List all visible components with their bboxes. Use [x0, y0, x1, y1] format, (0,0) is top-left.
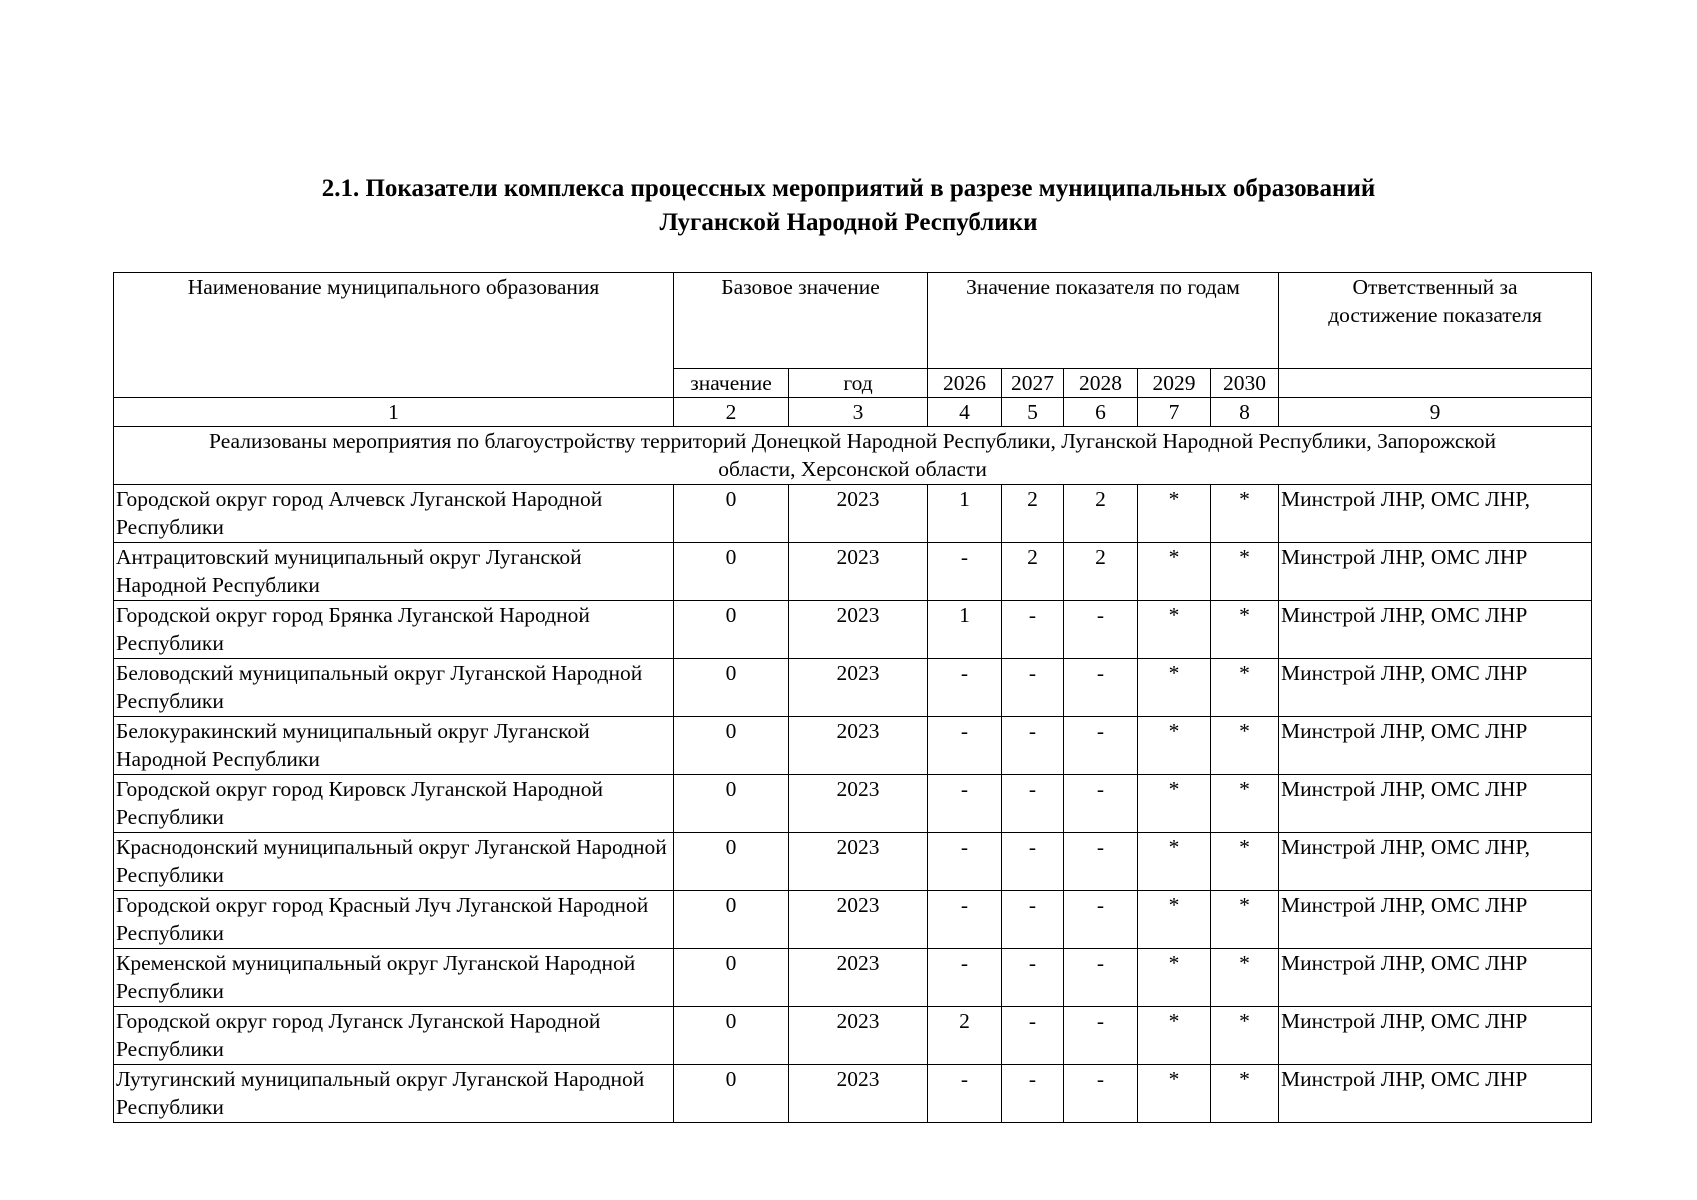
table-row — [114, 659, 1592, 717]
header-responsible: Ответственный за достижение показателя — [1279, 273, 1592, 369]
table-row — [114, 1007, 1592, 1065]
column-number: 1 — [114, 398, 674, 427]
row-value-2028: - — [1064, 833, 1138, 891]
row-base-value: 0 — [674, 775, 789, 833]
row-value-2030: * — [1211, 485, 1279, 543]
row-value-2030: * — [1211, 891, 1279, 949]
row-value-2027: - — [1002, 775, 1064, 833]
section-row — [114, 427, 1592, 485]
table-row — [114, 833, 1592, 891]
row-base-value: 0 — [674, 891, 789, 949]
column-number: 8 — [1211, 398, 1279, 427]
row-base-year: 2023 — [789, 949, 928, 1007]
row-value-2027: - — [1002, 1065, 1064, 1123]
row-value-2029: * — [1138, 949, 1211, 1007]
row-name: Белокуракинский муниципальный округ Луганской Народной Республики — [114, 717, 674, 775]
row-base-value: 0 — [674, 543, 789, 601]
row-value-2030: * — [1211, 775, 1279, 833]
row-value-2026: - — [928, 1065, 1002, 1123]
row-name: Городской округ город Красный Луч Луганской Народной Республики — [114, 891, 674, 949]
row-responsible: Минстрой ЛНР, ОМС ЛНР — [1279, 1007, 1592, 1065]
row-name: Краснодонский муниципальный округ Луганской Народной Республики — [114, 833, 674, 891]
row-value-2026: - — [928, 717, 1002, 775]
row-name: Городской округ город Кировск Луганской Народной Республики — [114, 775, 674, 833]
row-value-2030: * — [1211, 833, 1279, 891]
table-row — [114, 717, 1592, 775]
row-value-2029: * — [1138, 775, 1211, 833]
row-base-year: 2023 — [789, 833, 928, 891]
row-name: Городской округ город Алчевск Луганской Народной Республики — [114, 485, 674, 543]
indicators-table — [113, 272, 1592, 1123]
row-value-2026: - — [928, 949, 1002, 1007]
row-value-2029: * — [1138, 833, 1211, 891]
title-line-2: Луганской Народной Республики — [659, 209, 1038, 236]
row-base-year: 2023 — [789, 543, 928, 601]
row-value-2029: * — [1138, 601, 1211, 659]
subheader-year: год — [789, 369, 928, 398]
row-value-2029: * — [1138, 543, 1211, 601]
column-number: 9 — [1279, 398, 1592, 427]
row-name: Беловодский муниципальный округ Луганской Народной Республики — [114, 659, 674, 717]
header-name: Наименование муниципального образования — [114, 273, 674, 398]
row-responsible: Минстрой ЛНР, ОМС ЛНР — [1279, 949, 1592, 1007]
section-title: Реализованы мероприятия по благоустройству территорий Донецкой Народной Республики, Луганской Народной Республики, Запорожской области, Херсонской области — [114, 427, 1592, 485]
row-value-2028: - — [1064, 601, 1138, 659]
row-value-2026: - — [928, 833, 1002, 891]
row-responsible: Минстрой ЛНР, ОМС ЛНР — [1279, 659, 1592, 717]
row-value-2028: - — [1064, 891, 1138, 949]
row-value-2030: * — [1211, 543, 1279, 601]
row-value-2026: 1 — [928, 485, 1002, 543]
subheader-year-2028: 2028 — [1064, 369, 1138, 398]
row-value-2027: - — [1002, 891, 1064, 949]
table-row — [114, 891, 1592, 949]
row-value-2027: 2 — [1002, 543, 1064, 601]
row-value-2028: - — [1064, 1007, 1138, 1065]
row-base-year: 2023 — [789, 659, 928, 717]
row-base-year: 2023 — [789, 485, 928, 543]
table-row — [114, 775, 1592, 833]
row-value-2028: - — [1064, 1065, 1138, 1123]
row-base-year: 2023 — [789, 717, 928, 775]
row-value-2026: - — [928, 775, 1002, 833]
subheader-year-2026: 2026 — [928, 369, 1002, 398]
column-number: 5 — [1002, 398, 1064, 427]
row-responsible: Минстрой ЛНР, ОМС ЛНР — [1279, 1065, 1592, 1123]
row-value-2030: * — [1211, 1007, 1279, 1065]
row-value-2028: 2 — [1064, 485, 1138, 543]
row-responsible: Минстрой ЛНР, ОМС ЛНР, — [1279, 485, 1592, 543]
row-responsible: Минстрой ЛНР, ОМС ЛНР — [1279, 543, 1592, 601]
row-name: Антрацитовский муниципальный округ Луганской Народной Республики — [114, 543, 674, 601]
row-value-2028: 2 — [1064, 543, 1138, 601]
row-base-value: 0 — [674, 717, 789, 775]
row-value-2026: - — [928, 543, 1002, 601]
subheader-value: значение — [674, 369, 789, 398]
header-row — [114, 273, 1592, 369]
column-number: 7 — [1138, 398, 1211, 427]
document-title — [0, 172, 1697, 240]
row-base-year: 2023 — [789, 1007, 928, 1065]
row-value-2028: - — [1064, 775, 1138, 833]
row-base-value: 0 — [674, 485, 789, 543]
row-base-value: 0 — [674, 1007, 789, 1065]
row-name: Городской округ город Брянка Луганской Народной Республики — [114, 601, 674, 659]
header-base-value: Базовое значение — [674, 273, 928, 369]
table-row — [114, 949, 1592, 1007]
subheader-responsible-empty — [1279, 369, 1592, 398]
table-row — [114, 485, 1592, 543]
row-base-value: 0 — [674, 949, 789, 1007]
row-value-2029: * — [1138, 891, 1211, 949]
row-value-2027: - — [1002, 717, 1064, 775]
column-number: 4 — [928, 398, 1002, 427]
row-value-2029: * — [1138, 717, 1211, 775]
row-responsible: Минстрой ЛНР, ОМС ЛНР — [1279, 891, 1592, 949]
row-base-value: 0 — [674, 601, 789, 659]
row-value-2029: * — [1138, 659, 1211, 717]
row-value-2030: * — [1211, 1065, 1279, 1123]
row-base-value: 0 — [674, 833, 789, 891]
title-line-1: 2.1. Показатели комплекса процессных мероприятий в разрезе муниципальных образований — [321, 175, 1376, 202]
row-value-2029: * — [1138, 1065, 1211, 1123]
row-value-2026: - — [928, 891, 1002, 949]
row-value-2030: * — [1211, 601, 1279, 659]
row-value-2030: * — [1211, 659, 1279, 717]
column-number: 6 — [1064, 398, 1138, 427]
subheader-year-2030: 2030 — [1211, 369, 1279, 398]
row-name: Кременской муниципальный округ Луганской Народной Республики — [114, 949, 674, 1007]
row-value-2027: - — [1002, 659, 1064, 717]
row-base-value: 0 — [674, 659, 789, 717]
subheader-year-2029: 2029 — [1138, 369, 1211, 398]
row-responsible: Минстрой ЛНР, ОМС ЛНР, — [1279, 833, 1592, 891]
row-base-year: 2023 — [789, 601, 928, 659]
column-number: 3 — [789, 398, 928, 427]
row-value-2026: - — [928, 659, 1002, 717]
row-base-value: 0 — [674, 1065, 789, 1123]
row-value-2028: - — [1064, 717, 1138, 775]
row-responsible: Минстрой ЛНР, ОМС ЛНР — [1279, 717, 1592, 775]
row-base-year: 2023 — [789, 775, 928, 833]
row-base-year: 2023 — [789, 891, 928, 949]
table-row — [114, 1065, 1592, 1123]
subheader-year-2027: 2027 — [1002, 369, 1064, 398]
table-row — [114, 601, 1592, 659]
row-responsible: Минстрой ЛНР, ОМС ЛНР — [1279, 775, 1592, 833]
row-value-2029: * — [1138, 485, 1211, 543]
column-number: 2 — [674, 398, 789, 427]
row-value-2026: 1 — [928, 601, 1002, 659]
row-value-2028: - — [1064, 659, 1138, 717]
row-name: Лутугинский муниципальный округ Луганской Народной Республики — [114, 1065, 674, 1123]
row-value-2030: * — [1211, 949, 1279, 1007]
table-row — [114, 543, 1592, 601]
row-value-2026: 2 — [928, 1007, 1002, 1065]
row-name: Городской округ город Луганск Луганской Народной Республики — [114, 1007, 674, 1065]
row-value-2027: - — [1002, 949, 1064, 1007]
row-value-2030: * — [1211, 717, 1279, 775]
row-value-2027: - — [1002, 601, 1064, 659]
row-responsible: Минстрой ЛНР, ОМС ЛНР — [1279, 601, 1592, 659]
header-years-group: Значение показателя по годам — [928, 273, 1279, 369]
row-value-2027: - — [1002, 833, 1064, 891]
row-value-2028: - — [1064, 949, 1138, 1007]
row-value-2027: - — [1002, 1007, 1064, 1065]
row-value-2027: 2 — [1002, 485, 1064, 543]
row-value-2029: * — [1138, 1007, 1211, 1065]
row-base-year: 2023 — [789, 1065, 928, 1123]
column-numbers-row — [114, 398, 1592, 427]
